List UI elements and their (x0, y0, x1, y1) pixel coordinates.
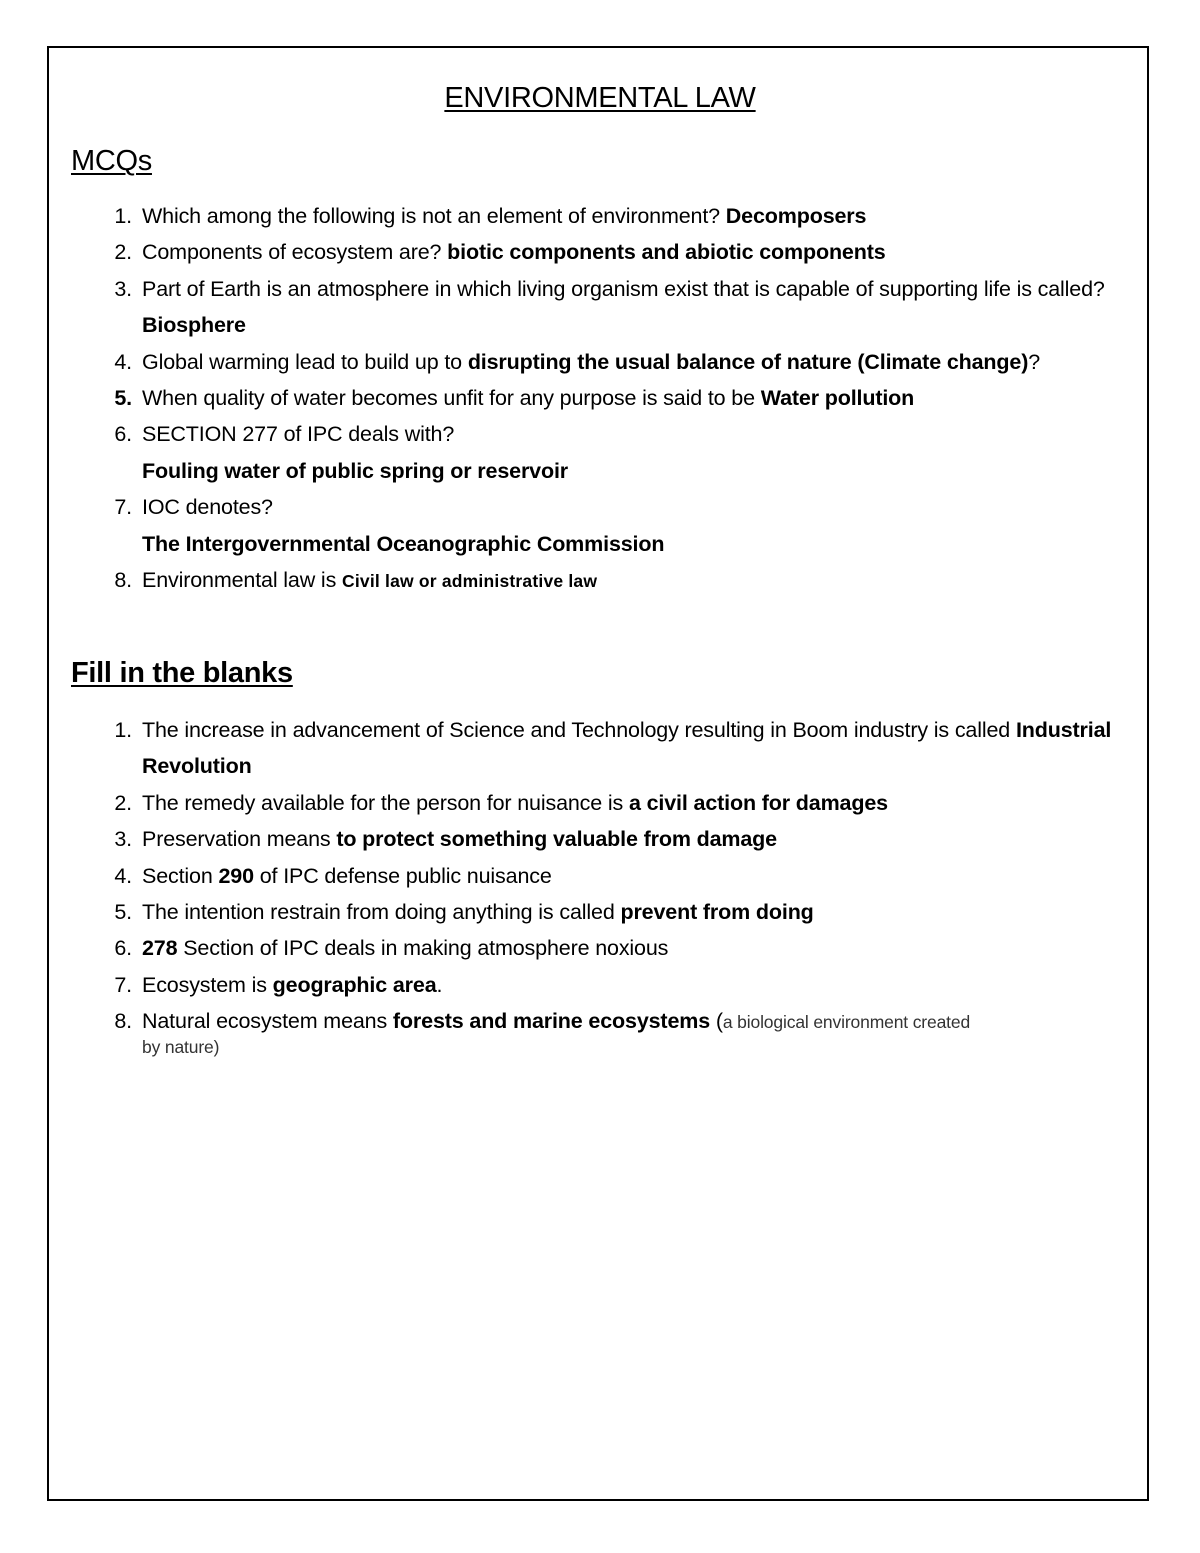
answer-text: Water pollution (760, 386, 915, 411)
mcq-item (104, 344, 1124, 380)
answer-text: a civil action for damages (628, 790, 888, 815)
question-text: Global warming lead to build up to (142, 349, 468, 374)
mcq-list (104, 198, 1124, 599)
explanatory-note: a biological environment created (722, 1012, 971, 1033)
answer-text: disrupting the usual balance of nature (Climate change) (467, 349, 1029, 374)
item-number: 3. (114, 827, 132, 852)
question-text: The increase in advancement of Science and Technology resulting in Boom industry is called (142, 718, 1016, 742)
question-tail: ? (1028, 349, 1041, 374)
item-number: 8. (114, 568, 132, 593)
question-text: The intention restrain from doing anything is called (142, 900, 621, 925)
answer-text: The Intergovernmental Oceanographic Commission (142, 531, 665, 556)
mcq-item (104, 562, 1124, 599)
item-number: 7. (114, 972, 132, 997)
question-text: Environmental law is (142, 568, 342, 593)
item-number: 5. (114, 900, 132, 925)
question-text: When quality of water becomes unfit for any purpose is said to be (142, 386, 761, 411)
question-text: Section (142, 863, 219, 888)
question-text: Ecosystem is (142, 972, 273, 997)
question-text: IOC denotes? (142, 495, 273, 520)
item-number: 2. (114, 790, 132, 815)
question-text: SECTION 277 of IPC deals with? (142, 422, 455, 447)
open-paren: ( (710, 1009, 723, 1034)
blank-item (104, 1003, 1124, 1058)
answer-text: Biosphere (142, 313, 246, 338)
question-text: Natural ecosystem means (142, 1009, 393, 1034)
item-number: 2. (114, 240, 132, 265)
question-tail: of IPC defense public nuisance (253, 863, 552, 888)
answer-text: 290 (218, 863, 254, 888)
answer-text: to protect something valuable from damage (336, 827, 777, 852)
fill-in-blanks-list (104, 712, 1124, 1059)
question-text: The remedy available for the person for nuisance is (142, 790, 629, 815)
item-number: 1. (114, 718, 132, 742)
item-number: 6. (114, 936, 132, 961)
item-number: 8. (114, 1009, 132, 1034)
blank-item (104, 858, 1124, 894)
question-text: Preservation means (142, 827, 337, 852)
answer-text: Industrial Revolution (142, 718, 1112, 779)
answer-text: Fouling water of public spring or reservoir (142, 458, 568, 483)
mcq-item (104, 234, 1124, 270)
item-number: 3. (114, 276, 132, 301)
item-number: 6. (114, 422, 132, 447)
blank-item (104, 930, 1124, 966)
fill-in-blanks-heading: Fill in the blanks (71, 657, 293, 689)
mcq-item (104, 380, 1124, 416)
blank-item (104, 894, 1124, 930)
item-number: 7. (114, 495, 132, 520)
question-tail: Section of IPC deals in making atmosphere noxious (177, 936, 669, 961)
question-tail: . (436, 972, 443, 997)
answer-text: forests and marine ecosystems (392, 1009, 711, 1034)
mcq-item (104, 198, 1124, 234)
explanatory-note-continued: by nature) (142, 1036, 220, 1057)
item-number: 5. (114, 386, 132, 411)
blank-item (104, 821, 1124, 857)
answer-text: geographic area (272, 972, 437, 997)
item-number: 4. (114, 863, 132, 888)
question-text: Part of Earth is an atmosphere in which living organism exist that is capable of supporting life is called? (142, 276, 1105, 301)
mcq-item (104, 489, 1124, 562)
mcq-item (104, 271, 1124, 344)
question-text: Which among the following is not an element of environment? (142, 204, 726, 228)
document-title: ENVIRONMENTAL LAW (444, 82, 756, 114)
answer-text: prevent from doing (620, 900, 814, 925)
blank-item (104, 967, 1124, 1003)
answer-text: 278 (142, 936, 178, 961)
blank-item (104, 712, 1124, 785)
mcq-section-heading: MCQs (71, 145, 152, 177)
mcq-item (104, 416, 1124, 489)
answer-text: Decomposers (725, 204, 867, 228)
question-text: Components of ecosystem are? (142, 240, 448, 265)
item-number: 1. (114, 204, 132, 228)
item-number: 4. (114, 349, 132, 374)
blank-item (104, 785, 1124, 821)
answer-text: biotic components and abiotic components (447, 240, 886, 265)
answer-text: Civil law or administrative law (342, 571, 598, 592)
